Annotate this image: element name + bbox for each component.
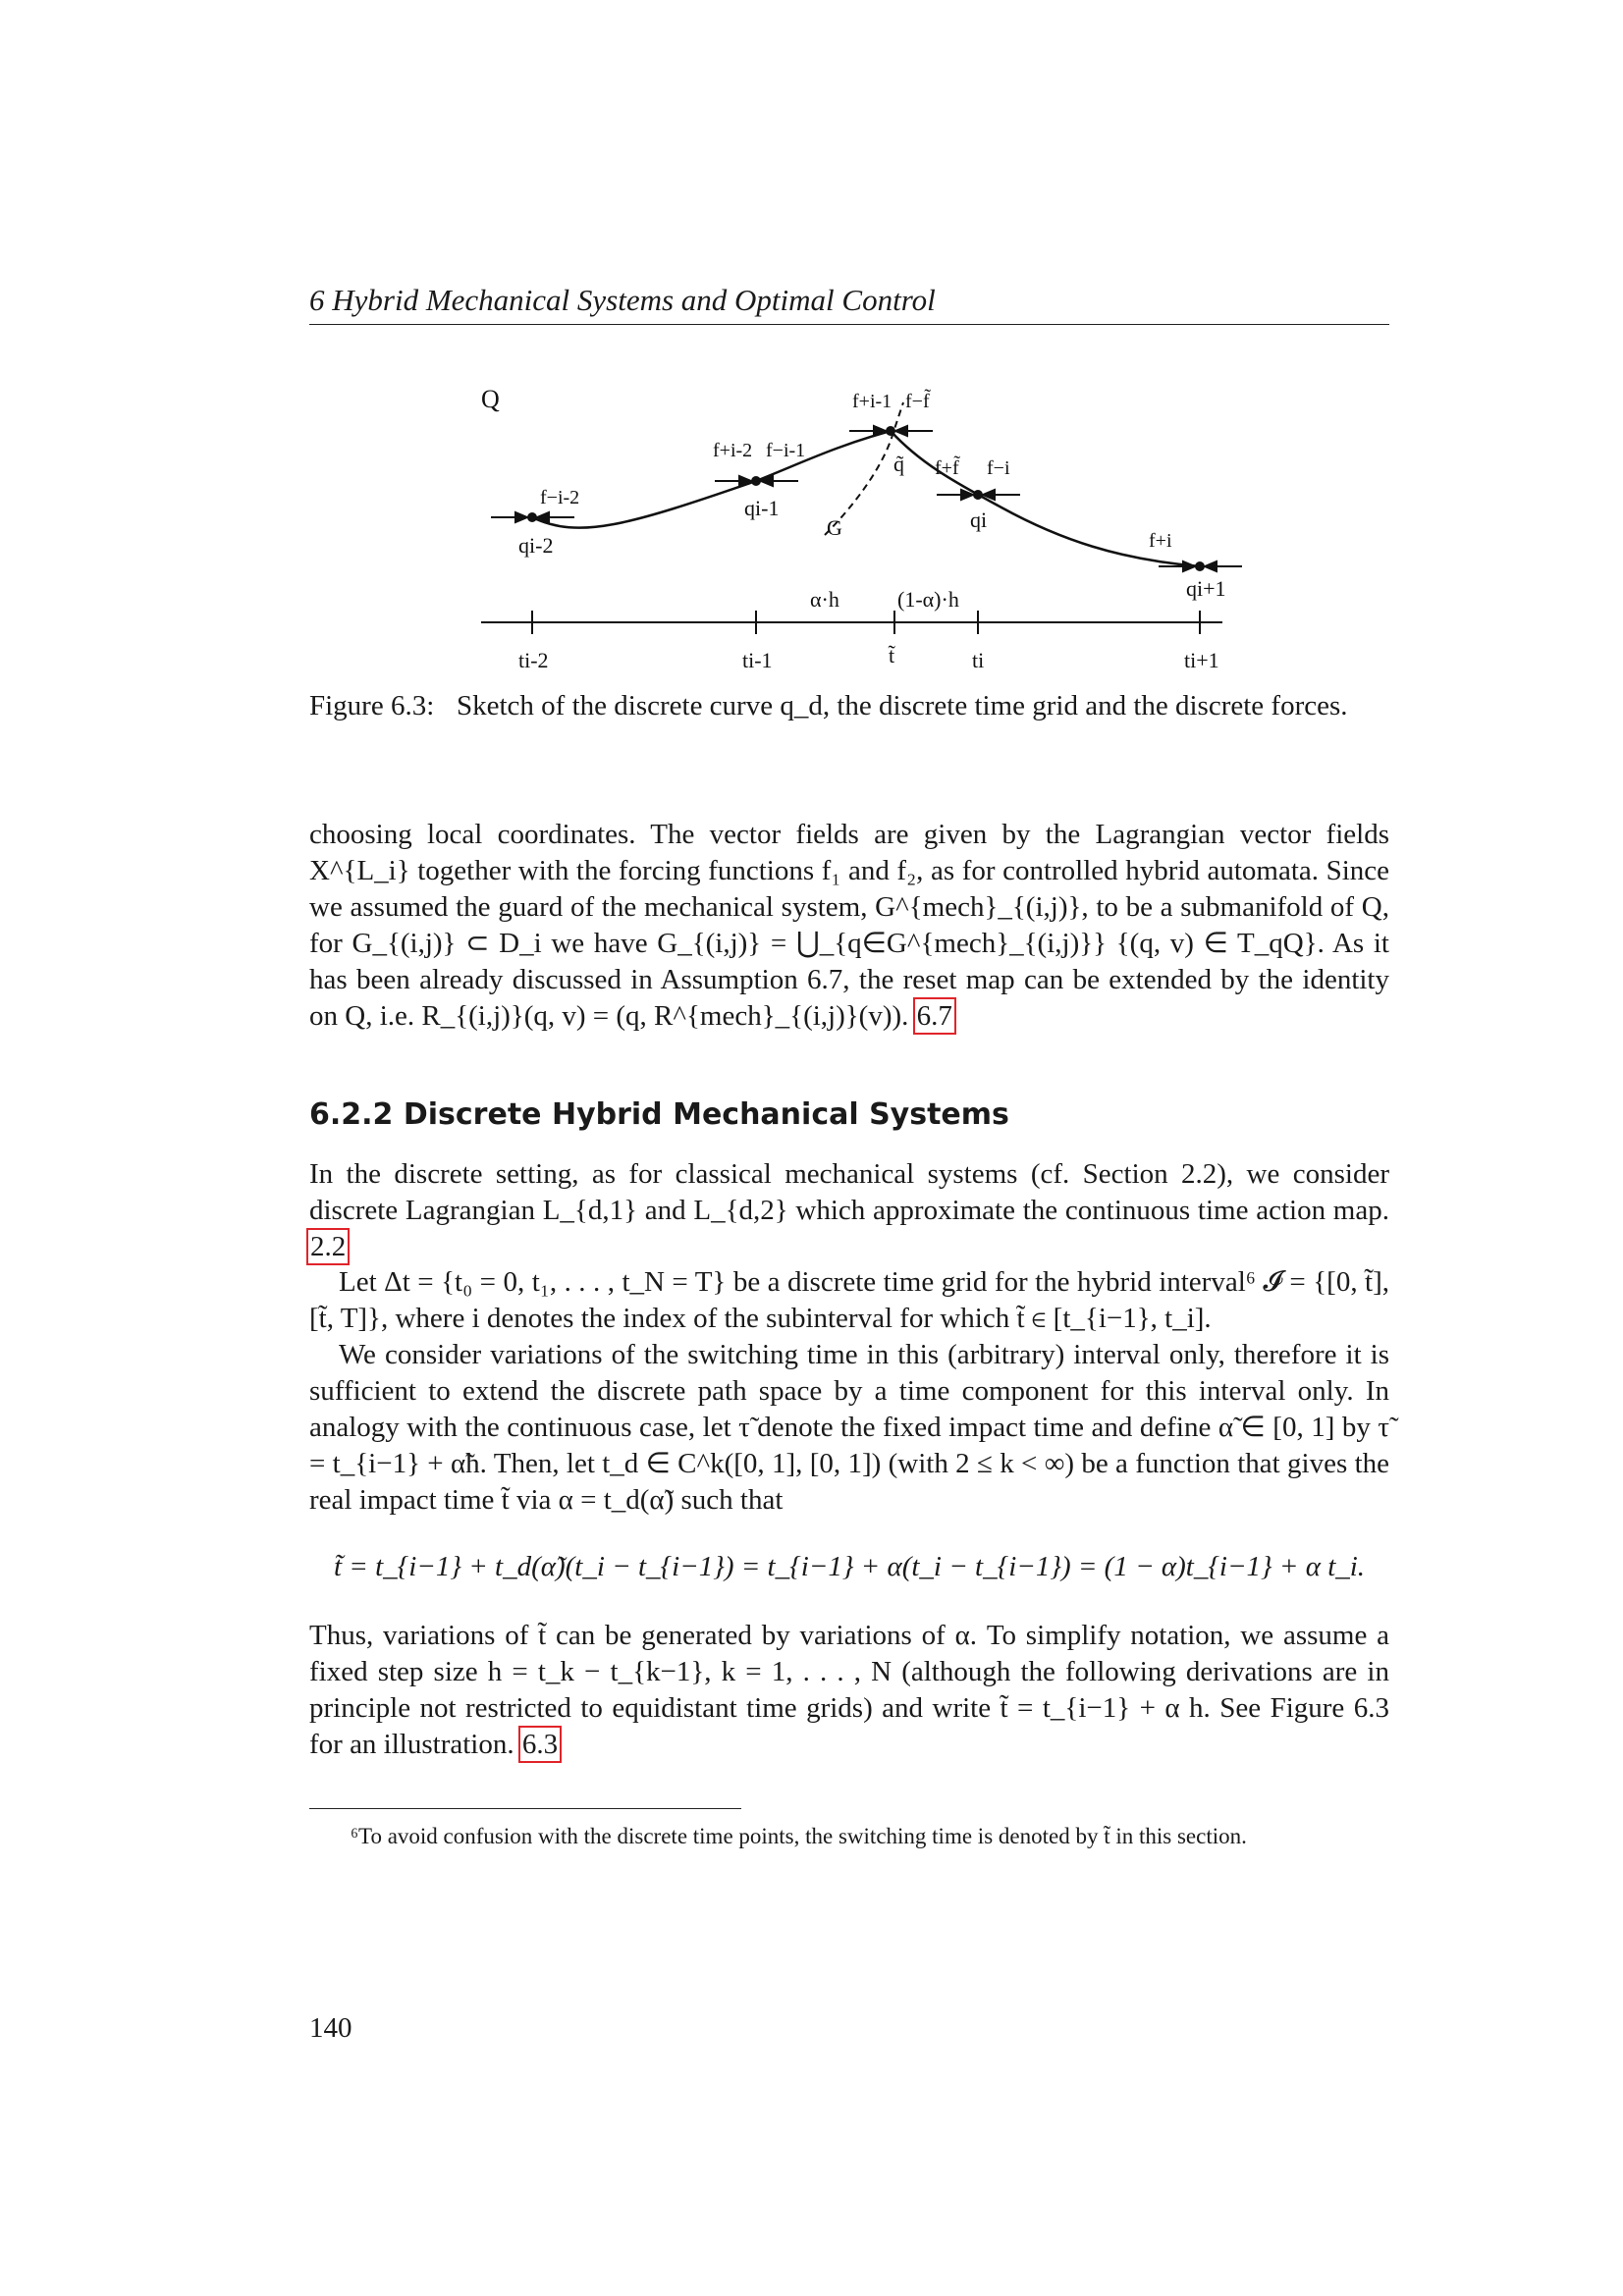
- label-Q: Q: [481, 385, 500, 413]
- label-t-im2: ti-2: [518, 648, 549, 672]
- paragraph-variations: We consider variations of the switching time in this (arbitrary) interval only, therefore it is sufficient to extend the discrete path space by a time component for this interval only. In analogy with the continuous case, let τ̃ denote the fixed impact time and define α̃ ∈ [0, 1] by τ̃ = t_{i−1} + α̃h. Then, let t_d ∈ C^k([0, 1], [0, 1]) (with 2 ≤ k < ∞) be a function that gives the real impact time t̃ via α = t_d(α̃) such that: [309, 1339, 1389, 1516]
- section-heading: 6.2.2 Discrete Hybrid Mechanical Systems: [309, 1097, 1009, 1132]
- label-t-i: ti: [972, 648, 985, 672]
- reference-link-assumption[interactable]: 6.7: [916, 1000, 952, 1032]
- label-f-im1-plus: f+i-1: [852, 391, 893, 412]
- paragraph-step-size: [309, 1618, 1389, 1763]
- label-t-tilde: t̃: [889, 643, 895, 667]
- label-f-i-plus: f+i: [1149, 530, 1172, 552]
- paragraph-5-text: Thus, variations of t̃ can be generated by variations of α. To simplify notation, we assume a fixed step size h = t_k − t_{k−1}, k = 1, . . . , N (although the following derivations are in principle not restricted to equidistant time grids) and write t̃ = t_{i−1} + α h. See Figure 6.3 for an illustration.: [309, 1620, 1389, 1760]
- paragraph-time-grid: Let Δt = {t₀ = 0, t₁, . . . , t_N = T} be a discrete time grid for the hybrid interval⁶ 𝓘 = {[0, t̃], [t̃, T]}, where i denotes the index of the subinterval for which t̃ ∈ [t_{i−1}, t_i].: [309, 1266, 1389, 1334]
- label-f-im1-minus: f−i-1: [766, 440, 806, 461]
- label-one-minus-alpha-h: (1-α)·h: [897, 587, 959, 612]
- header-rule: [309, 324, 1389, 325]
- label-alpha-h: α·h: [810, 587, 839, 612]
- paragraph-discrete-setting: [309, 1156, 1389, 1265]
- discrete-curve: [532, 431, 891, 528]
- label-q-im2: qi-2: [518, 533, 554, 558]
- force-arrows: [491, 426, 1242, 571]
- label-f-i-minus: f−i: [987, 457, 1010, 479]
- label-q-ip1: qi+1: [1186, 576, 1226, 601]
- label-t-im1: ti-1: [742, 648, 773, 672]
- label-q-im1: qi-1: [744, 496, 780, 520]
- figure-sketch: [432, 368, 1267, 682]
- label-f-tilde-plus: f+f̃: [935, 457, 959, 479]
- label-t-ip1: ti+1: [1184, 648, 1219, 672]
- caption-text: Sketch of the discrete curve q_d, the discrete time grid and the discrete forces.: [457, 690, 1348, 721]
- paragraph-1-text: choosing local coordinates. The vector fields are given by the Lagrangian vector fields X^{L_i} together with the forcing functions f₁ and f₂, as for controlled hybrid automata. Since we assumed the guard of the mechanical system, G^{mech}_{(i,j)}, to be a submanifold of Q, for G_{(i,j)} ⊂ D_i we have G_{(i,j)} = ⋃_{q∈G^{mech}_{(i,j)}} {(q, v) ∈ T_qQ}. As it has been already discussed in Assumption 6.7, the reset map can be extended by the identity on Q, i.e. R_{(i,j)}(q, v) = (q, R^{mech}_{(i,j)}(v)).: [309, 819, 1389, 1032]
- running-head: 6 Hybrid Mechanical Systems and Optimal Control: [309, 283, 936, 317]
- page-number: 140: [309, 2012, 352, 2044]
- paragraph-guard: [309, 817, 1389, 1035]
- label-G: G: [827, 515, 842, 540]
- display-equation: t̃ = t_{i−1} + t_d(α̃)(t_i − t_{i−1}) = t_{i−1} + α(t_i − t_{i−1}) = (1 − α)t_{i−1} + α t_i.: [333, 1551, 1366, 1582]
- footnote-rule: [309, 1808, 741, 1809]
- figure-6-3: [432, 368, 1267, 682]
- label-f-im2-minus: f−i-2: [540, 487, 580, 508]
- caption-label: Figure 6.3:: [309, 690, 435, 721]
- reference-link-section[interactable]: 2.2: [310, 1231, 347, 1262]
- reference-link-figure[interactable]: 6.3: [521, 1729, 559, 1760]
- label-q-tilde: q̃: [893, 452, 904, 476]
- footnote: ⁶To avoid confusion with the discrete time points, the switching time is denoted by t̃ in this section.: [351, 1824, 1247, 1848]
- label-f-im2-plus: f+i-2: [713, 440, 753, 461]
- label-q-i: qi: [970, 507, 988, 532]
- paragraph-2-text: In the discrete setting, as for classical mechanical systems (cf. Section 2.2), we consider discrete Lagrangian L_{d,1} and L_{d,2} which approximate the continuous time action map.: [309, 1158, 1389, 1226]
- label-f-tilde-minus: f−f̃: [905, 391, 930, 412]
